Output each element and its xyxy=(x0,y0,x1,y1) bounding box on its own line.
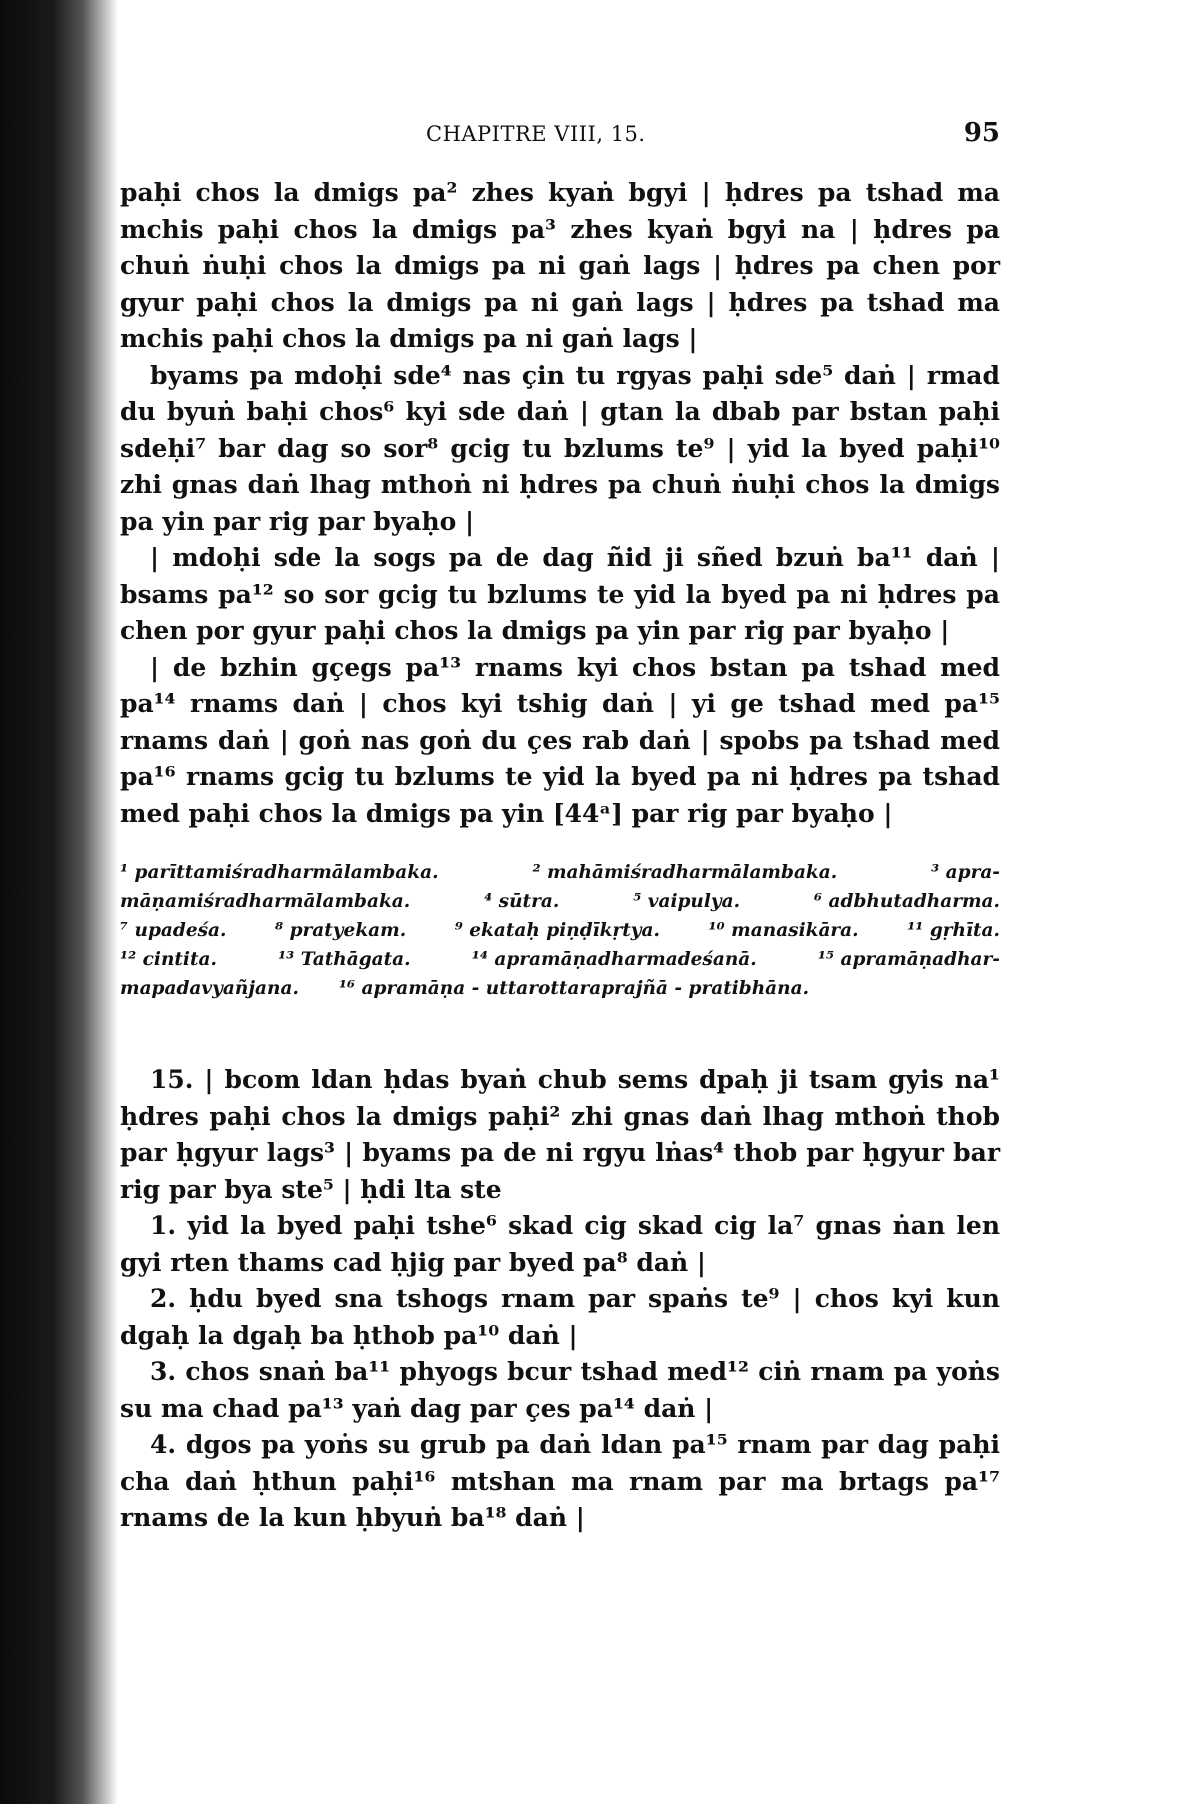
main-text-section-1 xyxy=(120,175,1000,832)
paragraph: 2. ḥdu byed sna tshogs rnam par spaṅs te⁹ | chos kyi kun dgaḥ la dgaḥ ba ḥthob pa¹⁰ daṅ | xyxy=(120,1284,1000,1350)
paragraph: 15. | bcom ldan ḥdas byaṅ chub sems dpaḥ ji tsam gyis na¹ ḥdres paḥi chos la dmigs paḥi² zhi gnas daṅ lhag mthoṅ thob par ḥgyur lags³ | byams pa de ni rgyu lṅas⁴ thob par ḥgyur bar rig par bya ste⁵ | ḥdi lta ste xyxy=(120,1065,1000,1204)
footnote: ¹⁵ apramāṇadhar- xyxy=(817,949,1000,970)
footnote: ⁴ sūtra. xyxy=(484,891,560,912)
footnote: mapadavyañjana. xyxy=(120,978,299,999)
scan-binding-shadow xyxy=(0,0,118,1804)
footnote-line xyxy=(120,887,1000,916)
footnote: ³ apra- xyxy=(931,862,1000,883)
page-header xyxy=(120,118,1000,158)
footnote: ² mahāmiśradharmālambaka. xyxy=(532,862,838,883)
paragraph: byams pa mdoḥi sde⁴ nas çin tu rgyas paḥi sde⁵ daṅ | rmad du byuṅ baḥi chos⁶ kyi sde daṅ | gtan la dbab par bstan paḥi sdeḥi⁷ bar dag so sor⁸ gcig tu bzlums te⁹ | yid la byed paḥi¹⁰ zhi gnas daṅ lhag mthoṅ ni ḥdres pa chuṅ ṅuḥi chos la dmigs pa yin par rig par byaḥo | xyxy=(120,360,1000,536)
footnote: māṇamiśradharmālambaka. xyxy=(120,891,411,912)
page-number: 95 xyxy=(963,118,1000,148)
footnote: ⁶ adbhutadharma. xyxy=(814,891,1000,912)
footnote: ¹⁴ apramāṇadharmadeśanā. xyxy=(471,949,757,970)
book-page xyxy=(120,0,1000,1804)
footnote: ¹² cintita. xyxy=(120,949,217,970)
main-text-section-15 xyxy=(120,1062,1000,1537)
footnote: ⁵ vaipulya. xyxy=(633,891,741,912)
footnote: ⁹ ekataḥ piṇḍīkṛtya. xyxy=(454,920,660,941)
footnote-line xyxy=(120,858,1000,887)
paragraph: paḥi chos la dmigs pa² zhes kyaṅ bgyi | ḥdres pa tshad ma mchis paḥi chos la dmigs pa³ zhes kyaṅ bgyi na | ḥdres pa chuṅ ṅuḥi chos la dmigs pa ni gaṅ lags | ḥdres pa chen por gyur paḥi chos la dmigs pa ni gaṅ lags | ḥdres pa tshad ma mchis paḥi chos la dmigs pa ni gaṅ lags | xyxy=(120,178,1000,353)
footnote-line xyxy=(120,945,1000,974)
paragraph: | mdoḥi sde la sogs pa de dag ñid ji sñed bzuṅ ba¹¹ daṅ | bsams pa¹² so sor gcig tu bzlums te yid la byed pa ni ḥdres pa chen por gyur paḥi chos la dmigs pa yin par rig par byaḥo | xyxy=(120,543,1000,645)
footnote: ¹¹ gṛhīta. xyxy=(907,920,1000,941)
paragraph: | de bzhin gçegs pa¹³ rnams kyi chos bstan pa tshad med pa¹⁴ rnams daṅ | chos kyi tshig daṅ | yi ge tshad med pa¹⁵ rnams daṅ | goṅ nas goṅ du çes rab daṅ | spobs pa tshad med pa¹⁶ rnams gcig tu bzlums te yid la byed pa ni ḥdres pa tshad med paḥi chos la dmigs pa yin [44ᵃ] par rig par byaḥo | xyxy=(120,652,1000,828)
footnote: ⁷ upadeśa. xyxy=(120,920,227,941)
footnote: ¹⁶ apramāṇa - uttarottaraprajñā - pratibhāna. xyxy=(338,978,810,999)
footnote: ¹⁰ manasikāra. xyxy=(708,920,859,941)
footnotes xyxy=(120,858,1000,1003)
paragraph: 1. yid la byed paḥi tshe⁶ skad cig skad cig la⁷ gnas ṅan len gyi rten thams cad ḥjig par byed pa⁸ daṅ | xyxy=(120,1211,1000,1277)
footnote: ¹³ Tathāgata. xyxy=(278,949,411,970)
footnote-line xyxy=(120,916,1000,945)
footnote: ⁸ pratyekam. xyxy=(275,920,407,941)
footnote-line xyxy=(120,974,1000,1003)
footnote: ¹ parīttamiśradharmālambaka. xyxy=(120,862,439,883)
paragraph: 4. dgos pa yoṅs su grub pa daṅ ldan pa¹⁵ rnam par dag paḥi cha daṅ ḥthun paḥi¹⁶ mtshan ma rnam par ma brtags pa¹⁷ rnams de la kun ḥbyuṅ ba¹⁸ daṅ | xyxy=(120,1430,1000,1532)
running-title: CHAPITRE VIII, 15. xyxy=(426,122,646,146)
paragraph: 3. chos snaṅ ba¹¹ phyogs bcur tshad med¹² ciṅ rnam pa yoṅs su ma chad pa¹³ yaṅ dag par çes pa¹⁴ daṅ | xyxy=(120,1357,1000,1423)
